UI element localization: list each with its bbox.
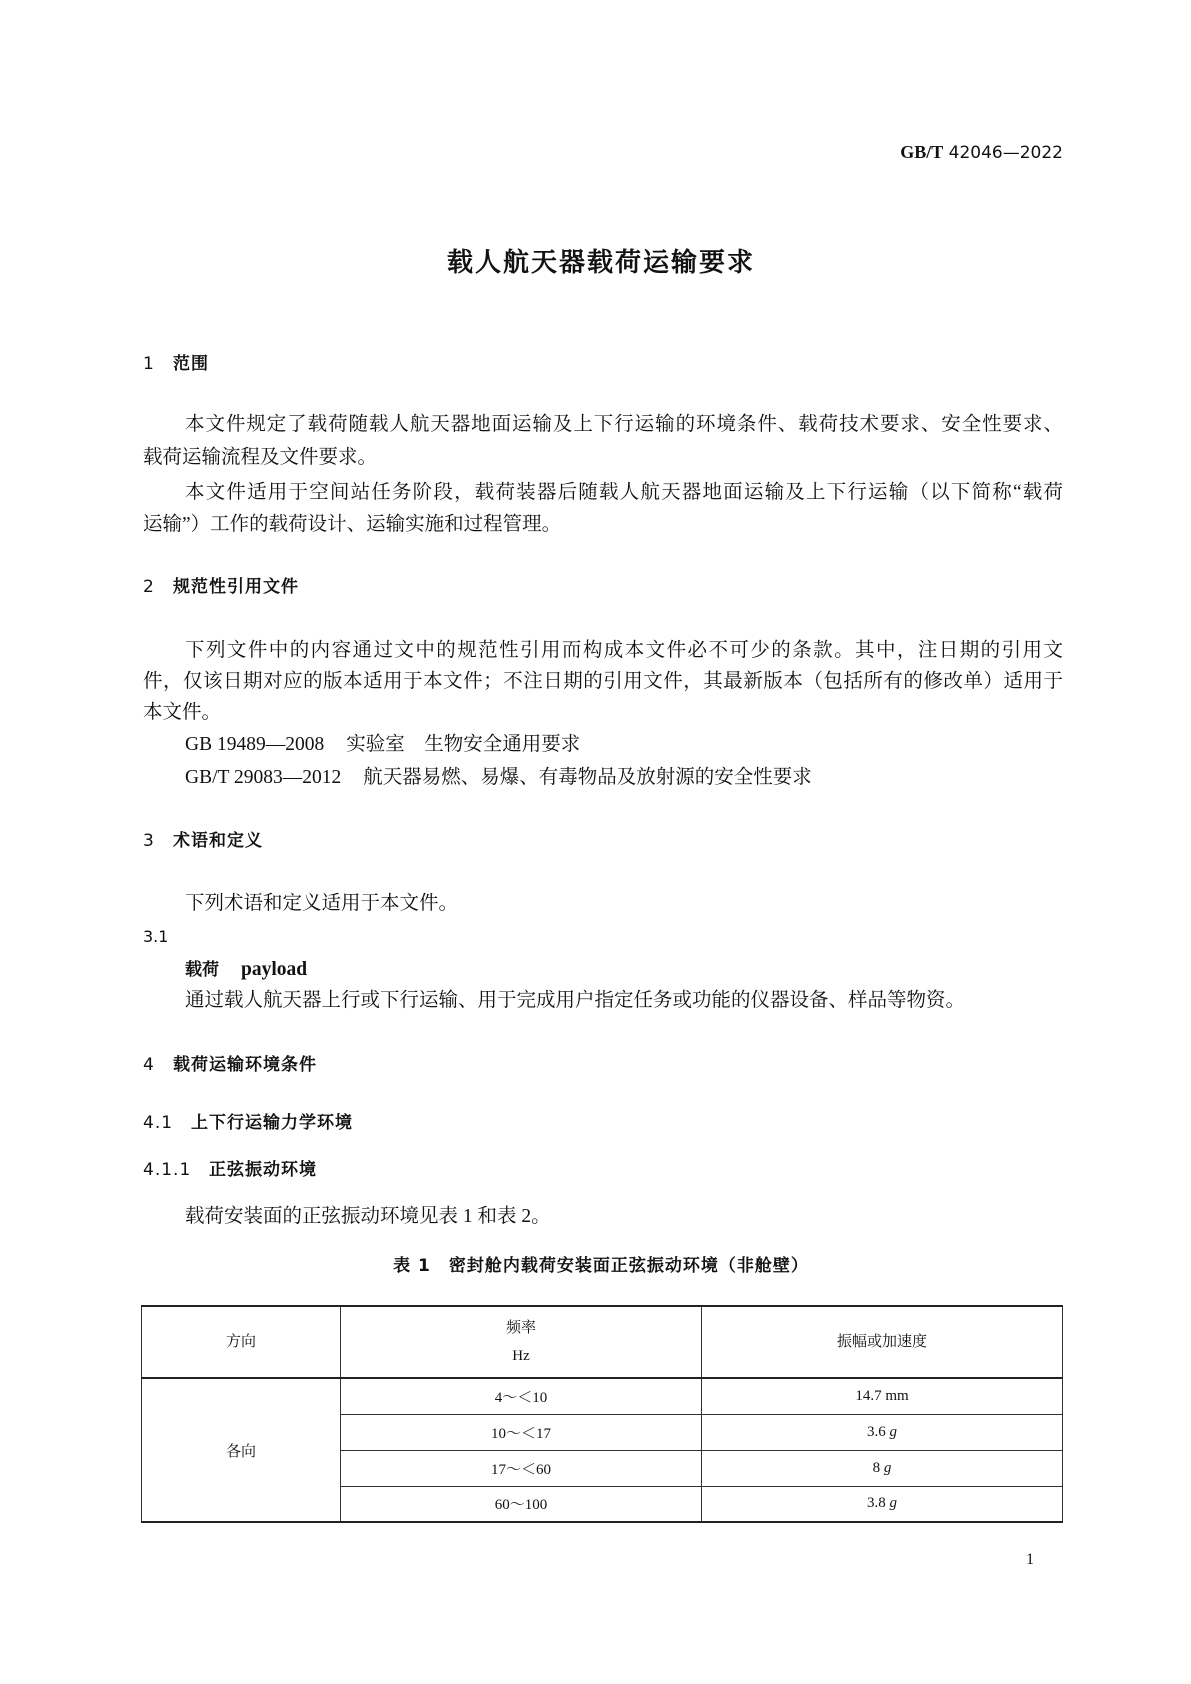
reference-code: GB/T 29083—2012 (185, 767, 342, 788)
section-number: 4.1 (143, 1113, 174, 1133)
frequency-cell: 60～100 (341, 1486, 702, 1522)
standard-prefix: GB/T (900, 142, 944, 162)
header-frequency-label: 频率 (505, 1320, 536, 1336)
term-entry (185, 958, 307, 982)
page-number: 1 (1026, 1551, 1034, 1568)
amplitude-cell (702, 1414, 1063, 1450)
term-number: 3.1 (143, 927, 169, 946)
paragraph-line: 本文件规定了载荷随载人航天器地面运输及上下行运输的环境条件、载荷技术要求、安全性要求、 (185, 414, 1063, 435)
header-frequency (341, 1306, 702, 1378)
reference-title: 航天器易燃、易爆、有毒物品及放射源的安全性要求 (363, 767, 812, 788)
table-header-row (142, 1306, 1063, 1378)
normative-reference (185, 766, 834, 790)
section-title: 范围 (173, 354, 209, 374)
amplitude-cell (702, 1450, 1063, 1486)
section-4-1-1-heading (143, 1158, 317, 1182)
paragraph-line: 下列文件中的内容通过文中的规范性引用而构成本文件必不可少的条款。其中，注日期的引用文 (185, 640, 1063, 661)
table-caption: 表 1 密封舱内载荷安装面正弦振动环境（非舱壁） (393, 1256, 809, 1276)
amplitude-cell (702, 1486, 1063, 1522)
section-number: 2 (143, 577, 155, 597)
section-title: 正弦振动环境 (209, 1160, 317, 1180)
section-1-heading (143, 352, 209, 376)
section-4-1-heading (143, 1111, 353, 1135)
paragraph-line: 件，仅该日期对应的版本适用于本文件；不注日期的引用文件，其最新版本（包括所有的修改单）适用于 (143, 671, 1063, 692)
sine-vibration-table (141, 1305, 1063, 1523)
reference-title: 实验室 生物安全通用要求 (346, 734, 581, 755)
section-number: 1 (143, 354, 155, 374)
amplitude-cell (702, 1378, 1063, 1414)
amplitude-value: 3.8 (867, 1495, 886, 1512)
paragraph-line: 运输”）工作的载荷设计、运输实施和过程管理。 (143, 514, 562, 535)
standard-code: 42046—2022 (948, 143, 1063, 163)
amplitude-unit: g (889, 1423, 897, 1440)
reference-code: GB 19489—2008 (185, 734, 325, 755)
section-2-heading (143, 575, 299, 599)
section-number: 3 (143, 831, 155, 851)
section-title: 上下行运输力学环境 (191, 1113, 353, 1133)
section-number: 4 (143, 1055, 155, 1075)
section-title: 载荷运输环境条件 (173, 1055, 317, 1075)
paragraph-line: 下列术语和定义适用于本文件。 (185, 893, 459, 914)
amplitude-value: 8 (872, 1459, 881, 1476)
section-3-heading (143, 829, 263, 853)
section-number: 4.1.1 (143, 1160, 192, 1180)
frequency-cell: 17～＜60 (341, 1450, 702, 1486)
section-title: 规范性引用文件 (173, 577, 299, 597)
table-row (142, 1378, 1063, 1414)
amplitude-unit: g (889, 1495, 897, 1512)
section-4-heading (143, 1053, 317, 1077)
header-amplitude: 振幅或加速度 (702, 1306, 1063, 1378)
term-chinese: 载荷 (185, 960, 219, 980)
frequency-cell: 4～＜10 (341, 1378, 702, 1414)
amplitude-unit: g (883, 1459, 892, 1476)
header-frequency-unit: Hz (512, 1348, 530, 1364)
paragraph-line: 本文件。 (143, 702, 222, 723)
normative-reference (185, 733, 602, 757)
amplitude-value: 14.7 (855, 1387, 882, 1404)
paragraph-line: 载荷运输流程及文件要求。 (143, 447, 378, 468)
term-definition: 通过载人航天器上行或下行运输、用于完成用户指定任务或功能的仪器设备、样品等物资。 (185, 990, 966, 1011)
paragraph-line: 载荷安装面的正弦振动环境见表 1 和表 2。 (185, 1206, 551, 1227)
amplitude-unit: mm (885, 1387, 909, 1404)
document-title: 载人航天器载荷运输要求 (446, 248, 755, 278)
term-english: payload (241, 959, 308, 980)
paragraph-line: 本文件适用于空间站任务阶段，载荷装器后随载人航天器地面运输及上下行运输（以下简称“载荷 (185, 482, 1063, 503)
frequency-cell: 10～＜17 (341, 1414, 702, 1450)
direction-cell: 各向 (142, 1378, 341, 1522)
section-title: 术语和定义 (173, 831, 263, 851)
amplitude-value: 3.6 (867, 1423, 886, 1440)
standard-number (900, 140, 1063, 165)
header-direction: 方向 (142, 1306, 341, 1378)
